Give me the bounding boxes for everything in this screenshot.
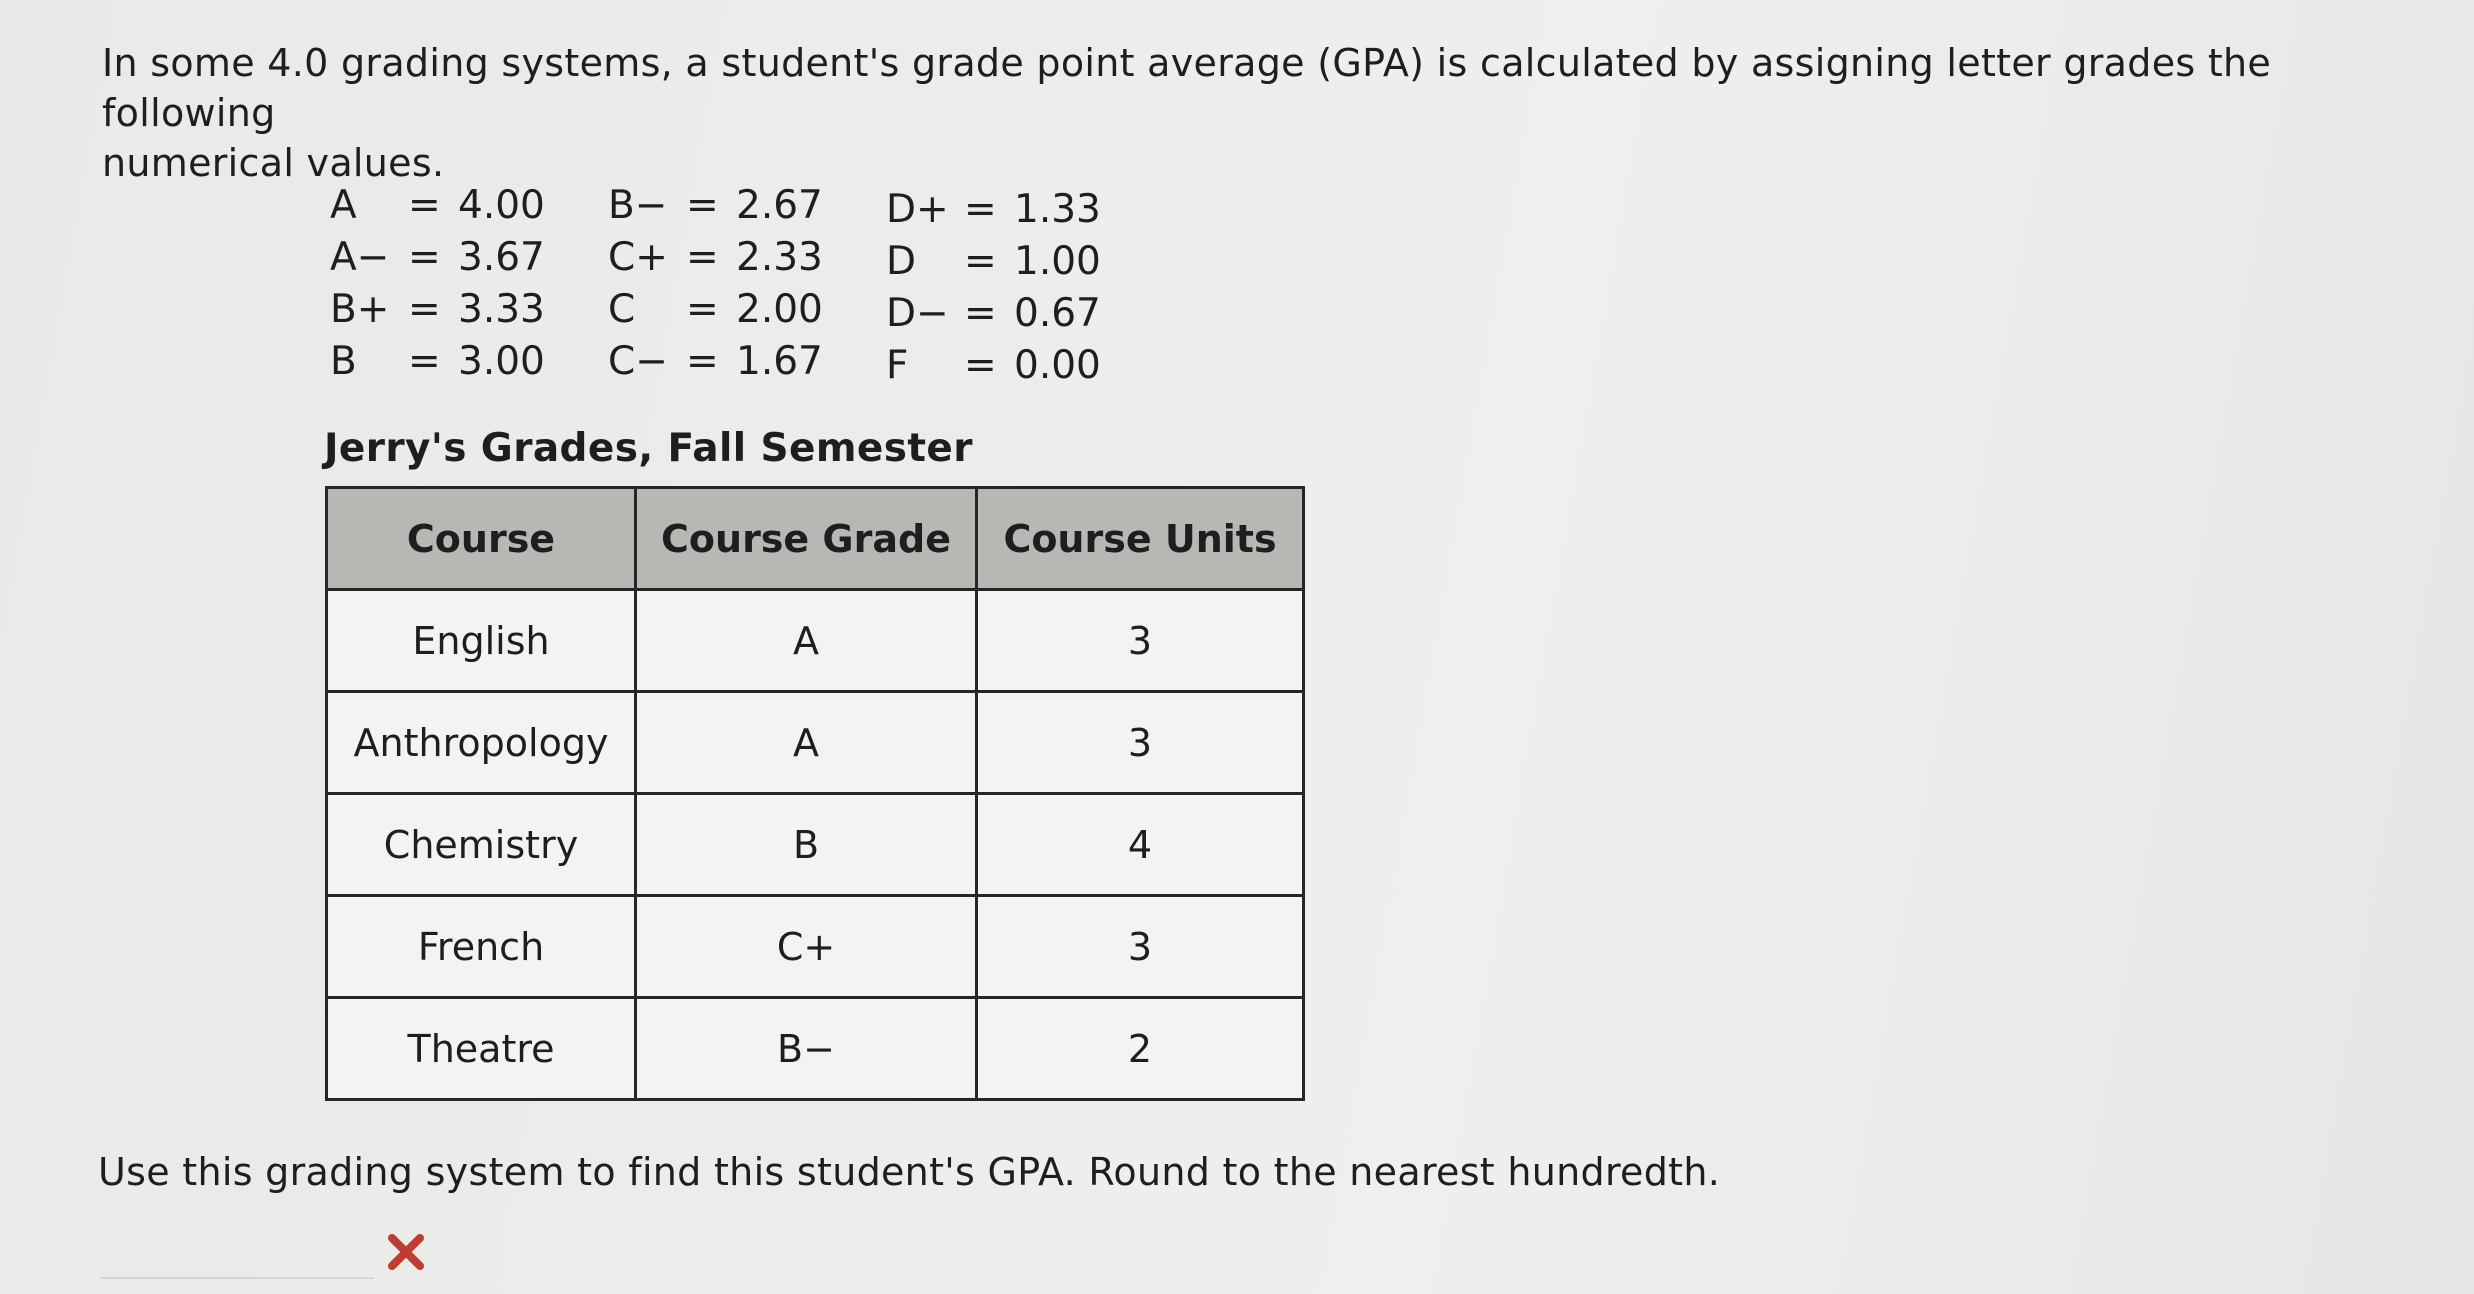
grade-letter: A− (330, 235, 390, 280)
grade-value: 3.33 (458, 287, 545, 332)
grade-letter: B+ (330, 287, 390, 332)
equals-sign: = (686, 235, 719, 280)
grade-letter: B− (608, 183, 668, 228)
grade-letter: C− (608, 339, 668, 384)
table-row (327, 590, 1304, 692)
equals-sign: = (408, 287, 441, 332)
table-row (327, 794, 1304, 896)
course-name-cell: French (327, 896, 636, 998)
grade-letter: B (330, 339, 357, 384)
grade-value: 3.00 (458, 339, 545, 384)
table-row (327, 692, 1304, 794)
table-row (327, 998, 1304, 1100)
grade-letter: A (330, 183, 357, 228)
grade-value: 0.00 (1014, 343, 1101, 388)
table-header-row (327, 488, 1304, 590)
equals-sign: = (964, 187, 997, 232)
grade-value: 2.33 (736, 235, 823, 280)
header-course-grade: Course Grade (636, 488, 977, 590)
grade-letter: D+ (886, 187, 949, 232)
course-grade-cell: C+ (636, 896, 977, 998)
course-name-cell: Theatre (327, 998, 636, 1100)
course-name-cell: Anthropology (327, 692, 636, 794)
course-units-cell: 3 (977, 896, 1304, 998)
equals-sign: = (964, 343, 997, 388)
grade-value: 1.33 (1014, 187, 1101, 232)
grade-value: 2.00 (736, 287, 823, 332)
equals-sign: = (408, 183, 441, 228)
equals-sign: = (408, 339, 441, 384)
grade-value: 0.67 (1014, 291, 1101, 336)
equals-sign: = (686, 287, 719, 332)
grades-table (325, 486, 1305, 1101)
equals-sign: = (686, 183, 719, 228)
equals-sign: = (964, 239, 997, 284)
equals-sign: = (964, 291, 997, 336)
header-course: Course (327, 488, 636, 590)
course-grade-cell: B (636, 794, 977, 896)
grade-letter: C (608, 287, 636, 332)
course-grade-cell: A (636, 692, 977, 794)
gpa-answer-input[interactable] (100, 1225, 374, 1279)
grade-value: 2.67 (736, 183, 823, 228)
grade-letter: D (886, 239, 917, 284)
course-units-cell: 2 (977, 998, 1304, 1100)
course-units-cell: 4 (977, 794, 1304, 896)
question-prompt: Use this grading system to find this student's GPA. Round to the nearest hundredth. (98, 1150, 1721, 1194)
course-grade-cell: B− (636, 998, 977, 1100)
intro-line-1: In some 4.0 grading systems, a student's grade point average (GPA) is calculated by assigning letter grades the following (102, 41, 2272, 135)
course-name-cell: English (327, 590, 636, 692)
course-units-cell: 3 (977, 692, 1304, 794)
grade-value: 3.67 (458, 235, 545, 280)
problem-intro (102, 38, 2442, 188)
course-name-cell: Chemistry (327, 794, 636, 896)
table-row (327, 896, 1304, 998)
table-caption: Jerry's Grades, Fall Semester (324, 426, 973, 471)
equals-sign: = (408, 235, 441, 280)
grade-value: 1.67 (736, 339, 823, 384)
course-units-cell: 3 (977, 590, 1304, 692)
equals-sign: = (686, 339, 719, 384)
course-grade-cell: A (636, 590, 977, 692)
grade-letter: F (886, 343, 909, 388)
grade-letter: C+ (608, 235, 668, 280)
grade-value: 1.00 (1014, 239, 1101, 284)
grade-value: 4.00 (458, 183, 545, 228)
intro-line-2: numerical values. (102, 141, 445, 185)
incorrect-x-icon (384, 1230, 428, 1274)
header-course-units: Course Units (977, 488, 1304, 590)
grade-letter: D− (886, 291, 949, 336)
